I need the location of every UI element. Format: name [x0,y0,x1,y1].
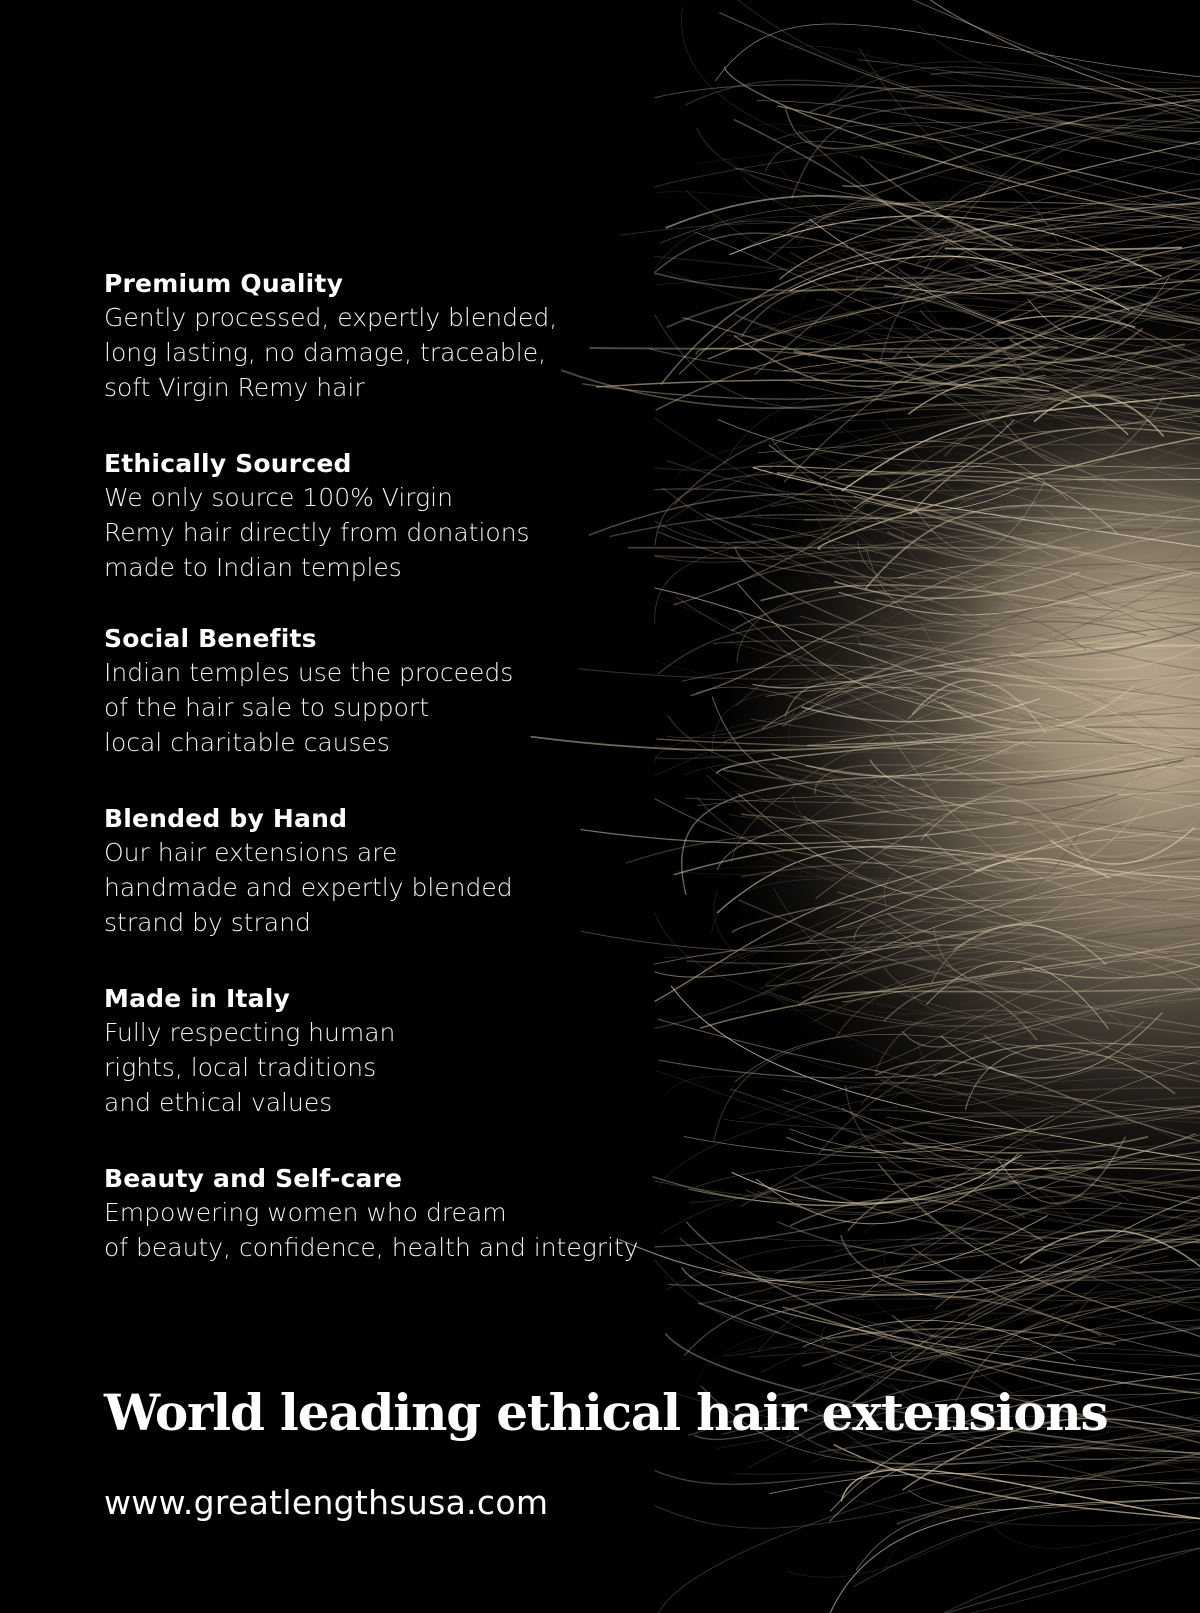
feature-made-in-italy [104,983,744,1120]
website-link[interactable]: www.greatlengthsusa.com [104,1483,549,1522]
feature-beauty-and-self-care [104,1163,744,1265]
feature-description-line: Indian temples use the proceeds [104,658,514,687]
feature-title: Social Benefits [104,624,317,653]
feature-description-line: We only source 100% Virgin [104,483,453,512]
headline: World leading ethical hair extensions [104,1383,1108,1442]
feature-title: Made in Italy [104,984,290,1013]
feature-title: Ethically Sourced [104,449,352,478]
feature-description-line: Fully respecting human [104,1018,396,1047]
feature-ethically-sourced [104,448,744,585]
feature-description-line: and ethical values [104,1088,333,1117]
feature-description-line: of the hair sale to support [104,693,429,722]
feature-description-line: strand by strand [104,908,311,937]
feature-title: Beauty and Self-care [104,1164,403,1193]
feature-description-line: Remy hair directly from donations [104,518,530,547]
feature-title: Premium Quality [104,269,344,298]
feature-description-line: Gently processed, expertly blended, [104,303,558,332]
feature-description-line: handmade and expertly blended [104,873,513,902]
feature-description-line: rights, local traditions [104,1053,377,1082]
feature-description-line: made to Indian temples [104,553,402,582]
feature-social-benefits [104,623,744,760]
feature-title: Blended by Hand [104,804,348,833]
feature-blended-by-hand [104,803,744,940]
feature-description-line: Empowering women who dream [104,1198,507,1227]
feature-description-line: local charitable causes [104,728,390,757]
feature-description-line: Our hair extensions are [104,838,398,867]
feature-description-line: long lasting, no damage, traceable, [104,338,547,367]
feature-premium-quality [104,268,744,405]
feature-description-line: soft Virgin Remy hair [104,373,365,402]
feature-description-line: of beauty, confidence, health and integrity [104,1233,639,1262]
